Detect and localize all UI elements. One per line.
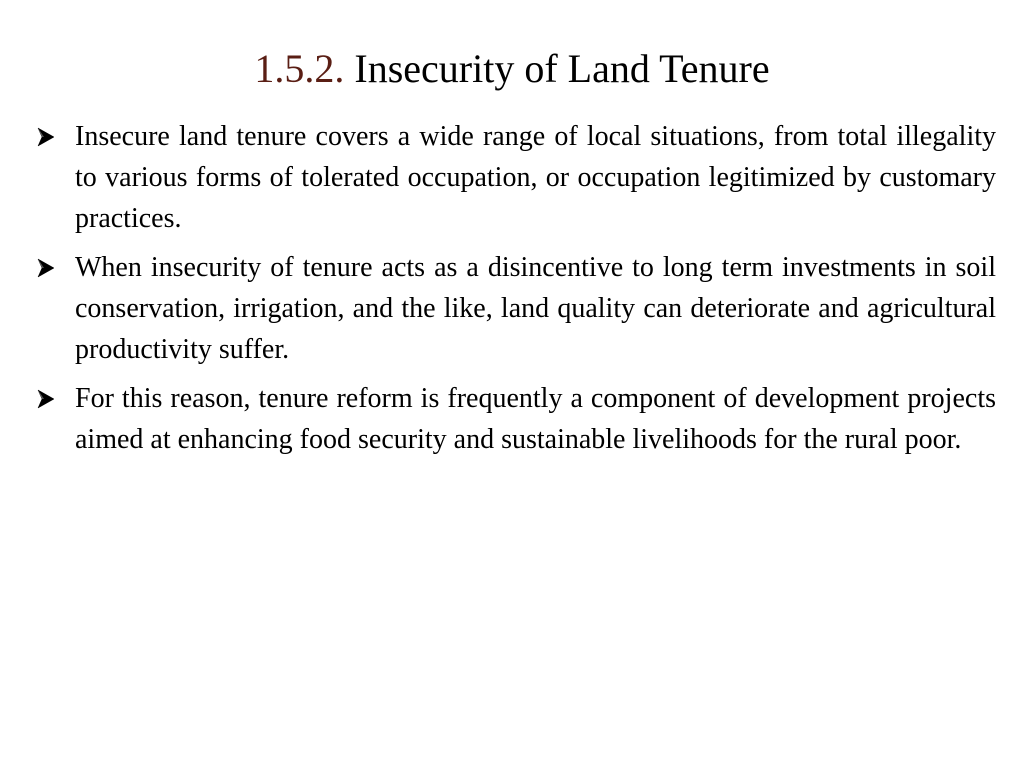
arrowhead-bullet-icon (36, 258, 56, 278)
bullet-text: When insecurity of tenure acts as a disincentive to long term investments in soil conservation, irrigation, and the like, land quality can deteriorate and agricultural productivity suffer. (75, 252, 996, 365)
bullet-text: Insecure land tenure covers a wide range of local situations, from total illegality to various forms of tolerated occupation, or occupation legitimized by customary practices. (75, 121, 996, 234)
bullet-list (36, 116, 996, 468)
arrowhead-bullet-icon (36, 127, 56, 147)
bullet-text: For this reason, tenure reform is frequently a component of development projects aimed at enhancing food security and sustainable livelihoods for the rural poor. (75, 383, 996, 455)
title-text: Insecurity of Land Tenure (354, 46, 770, 91)
arrowhead-bullet-icon (36, 389, 56, 409)
slide-title (0, 42, 1024, 96)
section-number: 1.5.2. (254, 46, 345, 91)
bullet-item (36, 116, 996, 239)
bullet-item (36, 247, 996, 370)
bullet-item (36, 378, 996, 460)
